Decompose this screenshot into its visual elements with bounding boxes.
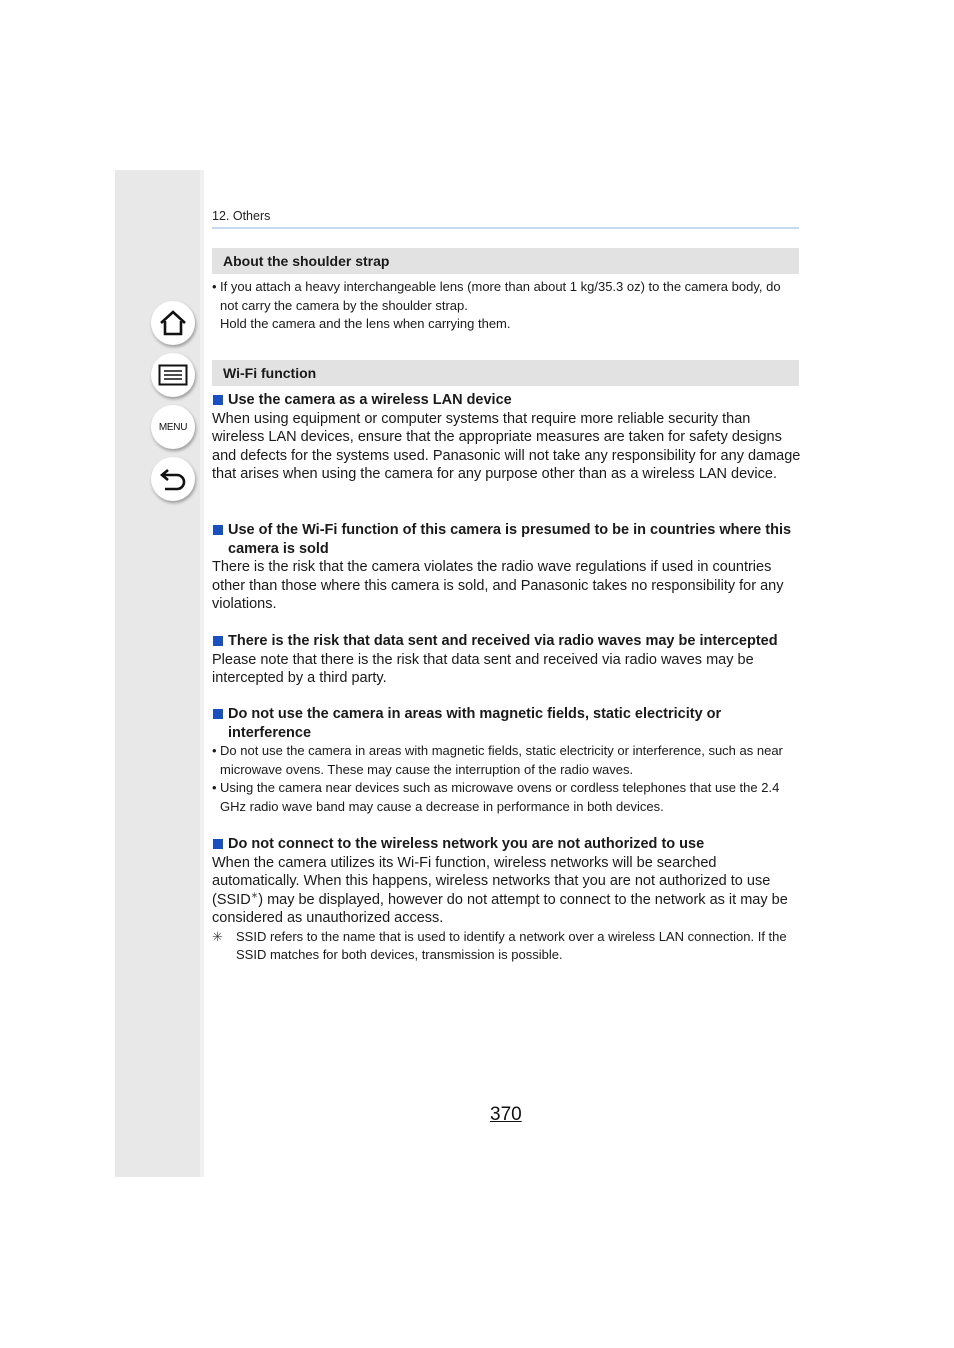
shoulder-strap-content: [212, 278, 802, 334]
footnote-star-icon: ✳: [212, 928, 223, 944]
subsection-title: Use of the Wi-Fi function of this camera is presumed to be in countries where this camera is sold: [212, 521, 802, 558]
wifi-subsection-countries: [212, 521, 802, 614]
wifi-subsection-interference: [212, 705, 802, 816]
paragraph: Please note that there is the risk that data sent and received via radio waves may be intercepted by a third party.: [212, 651, 754, 686]
home-button[interactable]: [151, 301, 195, 345]
home-icon: [158, 309, 188, 337]
footnote: ✳ SSID refers to the name that is used to identify a network over a wireless LAN connection. If the SSID matches for both devices, transmission is possible.: [212, 928, 787, 962]
wifi-subsection-wireless-lan: [212, 391, 802, 484]
list-item: • Using the camera near devices such as microwave ovens or cordless telephones that use the 2.4 GHz radio wave band may cause a decrease in performance in both devices.: [212, 780, 780, 814]
page-number: 370: [490, 1104, 522, 1125]
menu-label: MENU: [158, 421, 188, 433]
list-item: • Do not use the camera in areas with magnetic fields, static electricity or interference, such as near microwave ovens. These may cause the interruption of the radio waves.: [212, 743, 783, 777]
paragraph: When the camera utilizes its Wi-Fi function, wireless networks will be searched automatically. When this happens, wireless networks that you are not authorized to use (SSID∗) may be displayed, however do not attempt to connect to the network as it may be considered as unauthorized access.: [212, 854, 788, 926]
square-bullet-icon: [213, 839, 223, 849]
square-bullet-icon: [213, 709, 223, 719]
subsection-title: Do not use the camera in areas with magnetic fields, static electricity or interference: [212, 705, 802, 742]
contents-button[interactable]: [151, 353, 195, 397]
subsection-title: There is the risk that data sent and received via radio waves may be intercepted: [212, 632, 802, 651]
back-button[interactable]: [151, 457, 195, 501]
list-icon: [158, 364, 188, 386]
section-header-wifi: Wi-Fi function: [212, 360, 799, 386]
square-bullet-icon: [213, 525, 223, 535]
sidebar-edge: [200, 170, 204, 1177]
wifi-subsection-intercepted: [212, 632, 802, 688]
subsection-title: Use the camera as a wireless LAN device: [212, 391, 802, 410]
footnote-marker: ∗: [250, 889, 259, 900]
back-arrow-icon: [158, 466, 188, 492]
menu-button[interactable]: [151, 405, 195, 449]
paragraph: There is the risk that the camera violates the radio wave regulations if used in countries other than those where this camera is sold, and Panasonic takes no responsibility for any violations.: [212, 559, 784, 612]
subsection-title: Do not connect to the wireless network you are not authorized to use: [212, 835, 802, 854]
header-rule: [212, 227, 799, 229]
section-header-shoulder-strap: About the shoulder strap: [212, 248, 799, 274]
list-item-continuation: Hold the camera and the lens when carrying them.: [220, 316, 511, 331]
wifi-subsection-unauthorized: [212, 835, 802, 965]
list-item: • If you attach a heavy interchangeable lens (more than about 1 kg/35.3 oz) to the camera body, do not carry the camera by the shoulder strap.: [212, 279, 781, 313]
breadcrumb: 12. Others: [212, 209, 271, 223]
square-bullet-icon: [213, 395, 223, 405]
paragraph: When using equipment or computer systems that require more reliable security than wireless LAN devices, ensure that the appropriate measures are taken for safety designs and defects for the systems used. Panasonic will not take any responsibility for any damage that arises when using the camera for any purpose other than as a wireless LAN device.: [212, 410, 801, 482]
square-bullet-icon: [213, 636, 223, 646]
